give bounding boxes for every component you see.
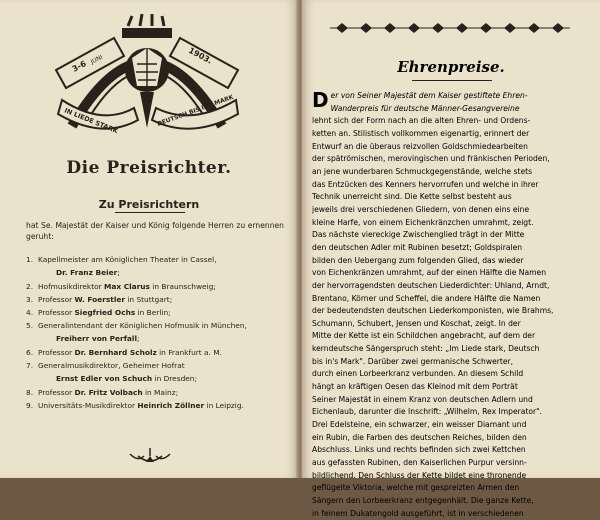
emblem-year-left: 3-6	[70, 59, 88, 74]
text-line: bildlichend. Den Schluss der Kette bildet eine thronende	[312, 470, 527, 480]
prizes-text	[312, 90, 588, 520]
text-line: ketten an. Stilistisch vollkommen eigenartig, erinnert der	[312, 128, 530, 138]
text-line: bilden den Uebergang zum folgenden Glied, das wieder	[312, 255, 524, 265]
judge-position: Kapellmeister am Königlichen Theater in Cassel,	[38, 255, 217, 264]
judge-name-line: Dr. Franz Beier;	[56, 268, 120, 277]
judge-number: 6.	[26, 348, 34, 357]
judge-position: Generalmusikdirektor, Geheimer Hofrat	[38, 361, 185, 370]
emblem-year-right: 1903.	[187, 45, 214, 66]
judge-item: 9. Universitäts-Musikdirektor Heinrich Zöllner in Leipzig.	[26, 401, 244, 410]
text-line: Eichenlaub, darunter die Inschrift: „Wilhelm, Rex Imperator".	[312, 407, 543, 417]
judge-number: 2.	[26, 282, 34, 291]
text-line: der bedeutendsten deutschen Liederkomponisten, wie Brahms,	[312, 306, 554, 316]
judge-name: Freiherr von Perfall	[56, 334, 137, 343]
drop-cap: D	[312, 88, 329, 112]
text-line: Technik unerreicht sind. Die Kette selbst besteht aus	[312, 192, 512, 202]
judge-item: 8. Professor Dr. Fritz Volbach in Mainz;	[26, 388, 179, 397]
end-ornament-icon	[120, 446, 180, 466]
text-line: geflügelte Viktoria, welche mit gespreizten Armen den	[312, 483, 520, 493]
text-line: der hervorragendsten deutschen Liederdichter: Uhland, Arndt,	[312, 280, 550, 290]
judge-name: Ernst Edler von Schuch	[56, 374, 153, 383]
emblem-motto-right: DEUTSCH BIS INS MARK	[156, 93, 235, 128]
text-line: bis in's Mark". Darüber zwei germanische Schwerter,	[312, 356, 514, 366]
judge-number: 5.	[26, 321, 34, 330]
text-line: aus gefassten Rubinen, den Kaiserlichen Purpur versinn-	[312, 458, 527, 468]
text-line: durch einen Lorbeerkranz verbunden. An diesem Schild	[312, 369, 524, 379]
text-line: ein Rubin, die Farben des deutschen Reiches, bilden den	[312, 432, 527, 442]
judge-name: Dr. Bernhard Scholz	[74, 348, 157, 357]
text-line: den deutschen Adler mit Rubinen besetzt; Goldspiralen	[312, 242, 523, 252]
left-page	[0, 0, 298, 478]
judge-number: 1.	[26, 255, 34, 264]
judge-position: Generalintendant der Königlichen Hofmusik in München,	[38, 321, 247, 330]
text-line: jeweils drei verschiedenen Gliedern, von denen eins eine	[312, 204, 530, 214]
text-line: von Eichenkränzen umrahmt, auf der einen Hälfte die Namen	[312, 268, 547, 278]
subtitle-rule	[115, 212, 185, 213]
text-line: Wanderpreis für deutsche Männer-Gesangvereine	[330, 103, 520, 113]
text-line: Brentano, Körner und Scheffel, die andere Hälfte die Namen	[312, 293, 541, 303]
emblem-motto-left: IN LIEDE STARK	[63, 106, 120, 136]
text-line: hängt an kräftigen Oesen das Kleinod mit dem Porträt	[312, 382, 518, 392]
judge-name: Dr. Fritz Volbach	[74, 388, 143, 397]
page-title-prizes: Ehrenpreise.	[397, 58, 505, 76]
text-line: der spätrömischen, merovingischen und fränkischen Perioden,	[312, 154, 550, 164]
judge-name: Heinrich Zöllner	[137, 401, 205, 410]
text-line: Seiner Majestät in einem Kranz von deutschen Adlern und	[312, 394, 533, 404]
judge-name-line: Freiherr von Perfall;	[56, 334, 140, 343]
text-line: Entwurf an die überaus reizvollen Goldschmiedearbeiten	[312, 141, 528, 151]
text-line: Schumann, Schubert, Jensen und Koschat, zeigt. In der	[312, 318, 521, 328]
judge-name: Max Clarus	[104, 282, 150, 291]
judge-number: 3.	[26, 295, 34, 304]
title-rule	[412, 80, 492, 81]
text-line: das Entzücken des Kenners hervorrufen und welche in ihrer	[312, 179, 539, 189]
judge-name: Siegfried Ochs	[74, 308, 136, 317]
judge-number: 4.	[26, 308, 34, 317]
text-line: in feinem Dukatengold ausgeführt, ist in verschiedenen	[312, 508, 524, 518]
judge-item	[26, 319, 288, 345]
text-line: Drei Edelsteine, ein schwarzer, ein weisser Diamant und	[312, 420, 527, 430]
judge-item: 4. Professor Siegfried Ochs in Berlin;	[26, 308, 171, 317]
emblem-month: JUNI	[89, 53, 104, 66]
text-line: an jene wunderbaren Schmuckgegenstände, welche stets	[312, 166, 533, 176]
judge-item: 2. Hofmusikdirektor Max Clarus in Braunschweig;	[26, 282, 216, 291]
judge-name: Dr. Franz Beier	[56, 268, 118, 277]
text-line: er von Seiner Majestät dem Kaiser gestiftete Ehren-	[330, 91, 528, 100]
subtitle-judges: Zu Preisrichtern	[98, 198, 200, 211]
judges-list	[26, 253, 288, 412]
judge-item: 3. Professor W. Foerstler in Stuttgart;	[26, 295, 173, 304]
judge-name-line: Ernst Edler von Schuch in Dresden;	[56, 374, 197, 383]
text-line: kleine Harfe, von einem Eichenkränzchen umrahmt, zeigt.	[312, 217, 534, 227]
page-title-judges: Die Preisrichter.	[66, 158, 232, 178]
judge-item: 6. Professor Dr. Bernhard Scholz in Frankfurt a. M.	[26, 348, 222, 357]
judge-number: 7.	[26, 361, 34, 370]
judge-number: 8.	[26, 388, 34, 397]
text-line: lehnt sich der Form nach an die alten Ehren- und Ordens-	[312, 116, 531, 126]
text-line: kerndeutsche Sängerspruch steht: „Im Liede stark, Deutsch	[312, 344, 540, 354]
text-line: Das nächste viereckige Zwischenglied trägt in der Mitte	[312, 230, 525, 240]
judges-intro: hat Se. Majestät der Kaiser und König folgende Herren zu ernennen geruht:	[26, 221, 284, 241]
judge-name: W. Foerstler	[74, 295, 126, 304]
festival-emblem	[52, 8, 242, 138]
header-ornament-icon	[330, 22, 570, 34]
judge-number: 9.	[26, 401, 34, 410]
text-line: Mitte der Kette ist ein Schildchen angebracht, auf dem der	[312, 331, 536, 341]
judge-item	[26, 253, 288, 279]
text-line: Abschluss. Links und rechts befinden sich zwei Kettchen	[312, 445, 526, 455]
judge-item	[26, 359, 288, 385]
text-line: Sängern den Lorbeerkranz entgegenhält. Die ganze Kette,	[312, 496, 534, 505]
